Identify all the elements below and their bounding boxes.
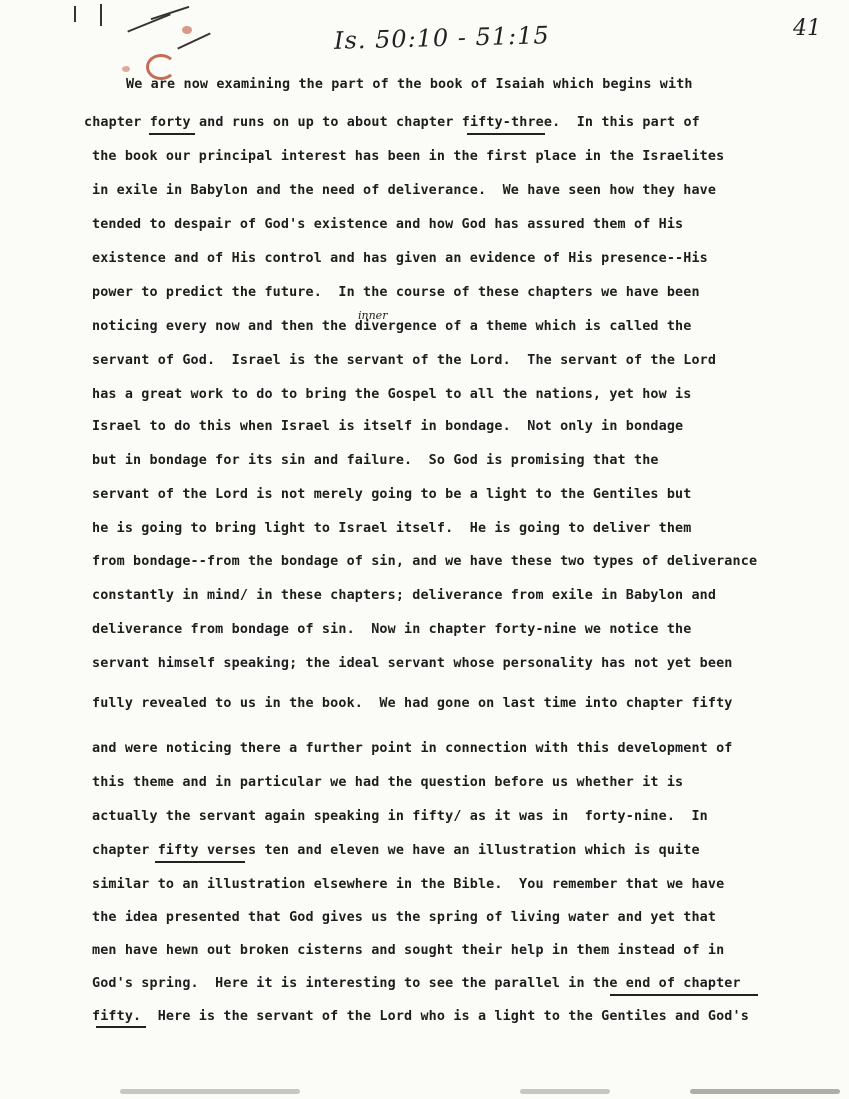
text-line: fully revealed to us in the book. We had gone on last time into chapter fifty <box>92 696 733 711</box>
text-line: deliverance from bondage of sin. Now in chapter forty-nine we notice the <box>92 622 692 637</box>
text-line: the book our principal interest has been in the first place in the Israelites <box>92 149 725 164</box>
red-ink-mark <box>122 66 130 72</box>
passage-reference: Is. 50:10 - 51:15 <box>333 21 551 55</box>
text-line: servant himself speaking; the ideal servant whose personality has not yet been <box>92 656 733 671</box>
text-line: chapter fifty verses ten and eleven we have an illustration which is quite <box>92 843 700 858</box>
margin-scribble <box>127 13 170 32</box>
text-line: God's spring. Here it is interesting to see the parallel in the end of chapter <box>92 976 741 991</box>
text-line: existence and of His control and has given an evidence of His presence--His <box>92 251 708 266</box>
margin-scribble <box>151 6 190 20</box>
text-line: Israel to do this when Israel is itself in bondage. Not only in bondage <box>92 419 684 434</box>
handwritten-underline <box>149 133 195 135</box>
text-line: has a great work to do to bring the Gospel to all the nations, yet how is <box>92 387 692 402</box>
scan-edge-artifact <box>690 1089 840 1094</box>
handwritten-underline <box>610 994 758 996</box>
text-line: similar to an illustration elsewhere in the Bible. You remember that we have <box>92 877 725 892</box>
text-line: but in bondage for its sin and failure. So God is promising that the <box>92 453 659 468</box>
handwritten-underline <box>155 861 245 863</box>
text-line: chapter forty and runs on up to about chapter fifty-three. In this part of <box>84 115 700 130</box>
text-line: servant of God. Israel is the servant of the Lord. The servant of the Lord <box>92 353 717 368</box>
text-line: servant of the Lord is not merely going to be a light to the Gentiles but <box>92 487 692 502</box>
page-number: 41 <box>793 16 821 41</box>
text-line: in exile in Babylon and the need of deliverance. We have seen how they have <box>92 183 717 198</box>
handwritten-underline <box>96 1026 146 1028</box>
text-line: and were noticing there a further point in connection with this development of <box>92 741 733 756</box>
margin-insert: inner <box>358 309 388 322</box>
text-line: from bondage--from the bondage of sin, and we have these two types of deliverance <box>92 554 758 569</box>
text-line: tended to despair of God's existence and how God has assured them of His <box>92 217 684 232</box>
scan-edge-artifact <box>120 1089 300 1094</box>
text-line: the idea presented that God gives us the spring of living water and yet that <box>92 910 717 925</box>
handwritten-underline <box>467 133 545 135</box>
text-line: We are now examining the part of the book of Isaiah which begins with <box>126 77 693 92</box>
text-line: this theme and in particular we had the question before us whether it is <box>92 775 684 790</box>
text-line: power to predict the future. In the course of these chapters we have been <box>92 285 700 300</box>
text-line: constantly in mind/ in these chapters; deliverance from exile in Babylon and <box>92 588 717 603</box>
text-line: noticing every now and then the divergence of a theme which is called the <box>92 319 692 334</box>
margin-scribble <box>100 4 102 26</box>
text-line: men have hewn out broken cisterns and sought their help in them instead of in <box>92 943 725 958</box>
scan-edge-artifact <box>520 1089 610 1094</box>
text-line: he is going to bring light to Israel itself. He is going to deliver them <box>92 521 692 536</box>
margin-scribble <box>177 32 210 49</box>
red-ink-mark <box>182 26 192 34</box>
text-line: fifty. Here is the servant of the Lord who is a light to the Gentiles and God's <box>92 1009 749 1024</box>
margin-scribble <box>74 6 76 22</box>
text-line: actually the servant again speaking in fifty/ as it was in forty-nine. In <box>92 809 708 824</box>
